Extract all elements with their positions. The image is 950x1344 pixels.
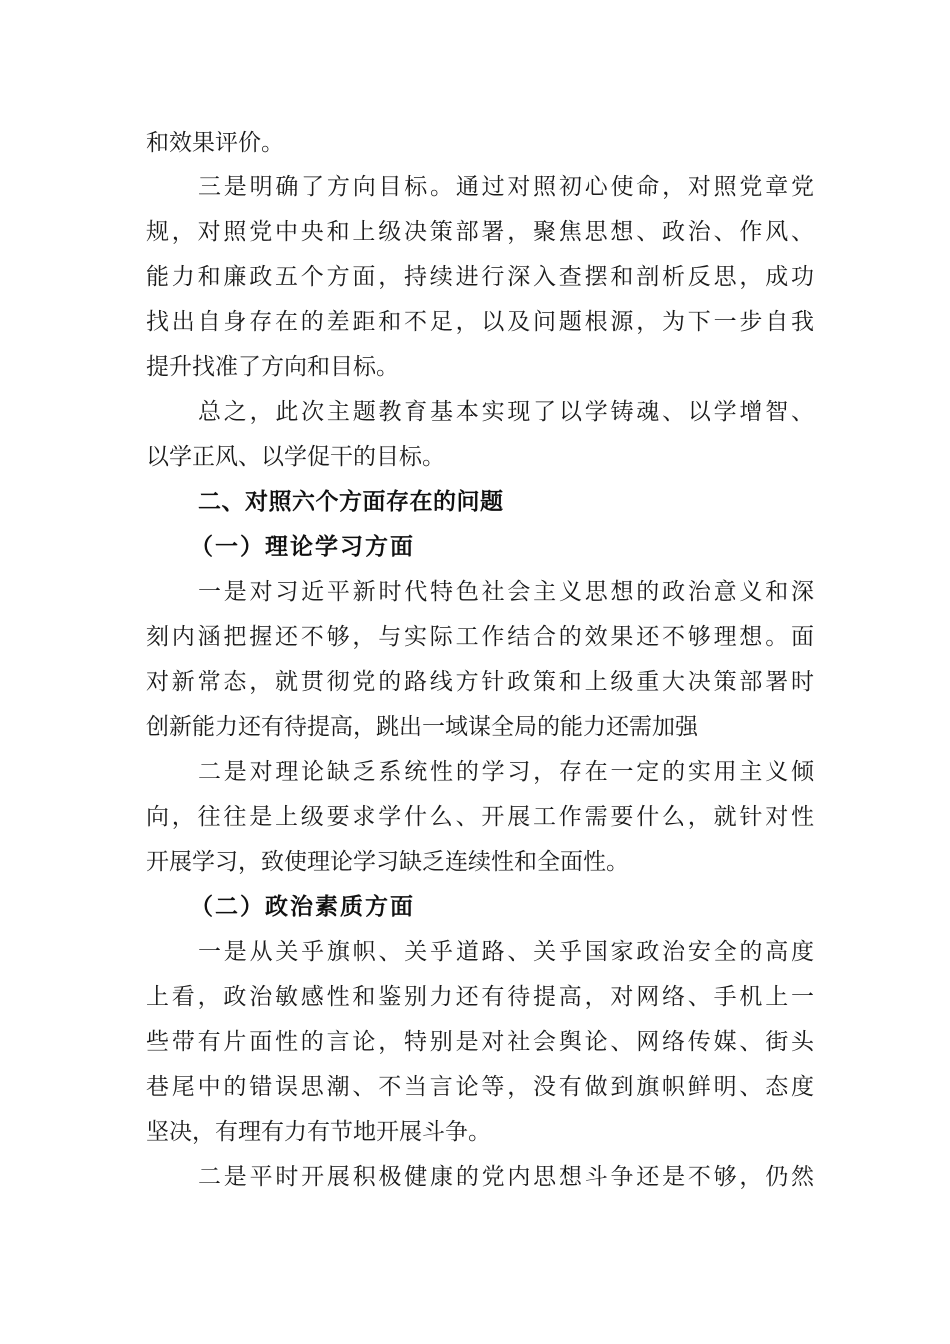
text-line: 上看，政治敏感性和鉴别力还有待提高，对网络、手机上一: [146, 984, 814, 1010]
paragraph-first-line: 二是平时开展积极健康的党内思想斗争还是不够，仍然: [198, 1164, 814, 1190]
text-line: 提升找准了方向和目标。: [146, 354, 399, 380]
subsection-heading: （一）理论学习方面: [190, 533, 415, 560]
section-heading: 二、对照六个方面存在的问题: [198, 489, 504, 515]
text-line: 些带有片面性的言论，特别是对社会舆论、网络传媒、街头: [146, 1029, 814, 1055]
text-line: 对新常态，就贯彻党的路线方针政策和上级重大决策部署时: [146, 669, 814, 695]
text-line: 创新能力还有待提高，跳出一域谋全局的能力还需加强: [146, 714, 698, 740]
paragraph-first-line: 总之，此次主题教育基本实现了以学铸魂、以学增智、: [198, 399, 814, 425]
text-line: 规，对照党中央和上级决策部署，聚焦思想、政治、作风、: [146, 219, 814, 245]
text-line: 以学正风、以学促干的目标。: [146, 444, 445, 470]
text-line: 开展学习，致使理论学习缺乏连续性和全面性。: [146, 849, 629, 875]
paragraph-first-line: 一是对习近平新时代特色社会主义思想的政治意义和深: [198, 579, 814, 605]
paragraph-first-line: 一是从关乎旗帜、关乎道路、关乎国家政治安全的高度: [198, 939, 814, 965]
text-line: 坚决，有理有力有节地开展斗争。: [146, 1119, 491, 1145]
text-line: 和效果评价。: [146, 130, 284, 156]
paragraph-first-line: 二是对理论缺乏系统性的学习，存在一定的实用主义倾: [198, 759, 814, 785]
text-line: 找出自身存在的差距和不足，以及问题根源，为下一步自我: [146, 309, 814, 335]
text-line: 刻内涵把握还不够，与实际工作结合的效果还不够理想。面: [146, 624, 814, 650]
text-line: 巷尾中的错误思潮、不当言论等，没有做到旗帜鲜明、态度: [146, 1074, 814, 1100]
text-line: 向，往往是上级要求学什么、开展工作需要什么，就针对性: [146, 804, 814, 830]
text-line: 能力和廉政五个方面，持续进行深入查摆和剖析反思，成功: [146, 264, 814, 290]
subsection-heading: （二）政治素质方面: [190, 893, 415, 920]
paragraph-first-line: 三是明确了方向目标。通过对照初心使命，对照党章党: [198, 174, 814, 200]
